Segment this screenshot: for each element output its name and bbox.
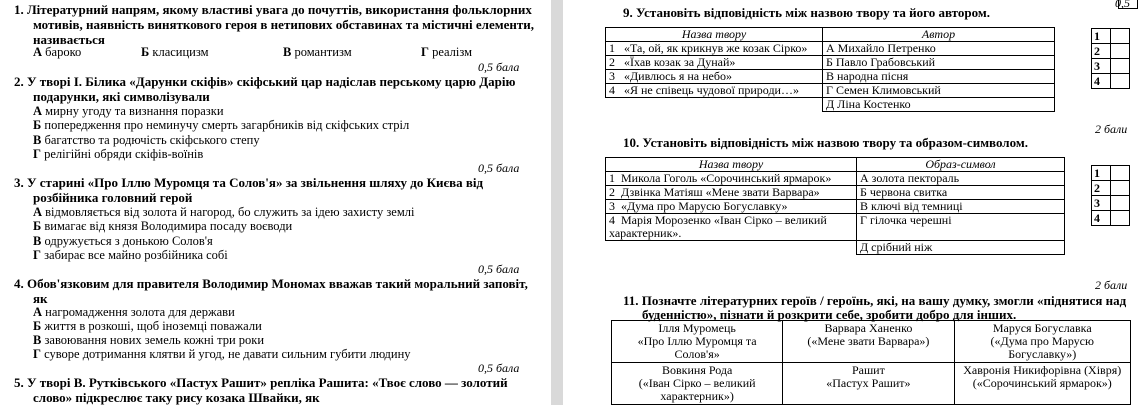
hero-cell[interactable]: Вовкиня Рода («Іван Сірко – великий характерник») [612, 363, 783, 405]
hero-cell[interactable]: Маруся Богуславка («Дума про Марусю Богуславку») [954, 321, 1130, 363]
q1-text1: Літературний напрям, якому властиві увага до почуттів, використання фольклорних [27, 2, 532, 17]
q1-number: 1. [14, 2, 24, 17]
q2-option-a[interactable]: А мирну угоду та визнання поразки [33, 104, 224, 118]
top-score: 0,5 [1115, 0, 1130, 10]
q4-option-d[interactable]: Г суворе дотримання клятви й угод, не давати сильним губити людину [33, 347, 411, 361]
right-page [563, 0, 1143, 405]
q3-option-a[interactable]: А відмовляється від золота й нагород, бо служить за ідею захисту землі [33, 205, 415, 219]
table-row: 3 «Дума про Марусю Богуславку» В ключі від темниці [606, 200, 1065, 214]
hero-cell[interactable]: Рашит «Пастух Рашит» [783, 363, 954, 405]
table-row: 2 «Їхав козак за Дунай» Б Павло Грабовський [606, 56, 1055, 70]
q11-heroes-table [611, 320, 1131, 405]
q1-option-a[interactable]: А бароко [33, 45, 82, 59]
q4-text-line-1: 4. Обов'язковим для правителя Володимир Мономах вважав такий моральний заповіт, [14, 276, 528, 291]
q2-option-c[interactable]: В багатство та родючість скіфського степу [33, 133, 260, 147]
q3-text-line-1: 3. У старині «Про Іллю Муромця та Солов'я» за звільнення шляху до Києва від [14, 175, 484, 190]
q1-text-line-2: мотивів, наявність виняткового героя в нетипових обставинах та містичні елементи, [33, 17, 534, 32]
left-page [0, 0, 551, 405]
q4-option-b[interactable]: Б життя в розкоші, щоб іноземці поважали [33, 319, 262, 333]
table-row: Д Ліна Костенко [606, 98, 1055, 112]
q4-option-a[interactable]: А нагромадження золота для держави [33, 305, 235, 319]
q1-text-line-1 [14, 2, 532, 17]
table-row [612, 321, 1131, 363]
q5-text-line-1: 5. У творі В. Рутківського «Пастух Рашит» репліка Рашита: «Твоє слово — золотий [14, 375, 508, 390]
q1-option-c[interactable]: В романтизм [283, 45, 352, 59]
table-row: 4 «Я не співець чудової природи…» Г Семен Климовський [606, 84, 1055, 98]
q2-text-line-1: 2. У творі І. Білика «Дарунки скіфів» скіфський цар надіслав перському царю Дарію [14, 74, 516, 89]
table-row: 1 «Та, ой, як крикнув же козак Сірко» А Михайло Петренко [606, 42, 1055, 56]
q3-text-line-2: розбійника головний герой [33, 190, 193, 205]
table-row: 2 Дзвінка Матіяш «Мене звати Варвара» Б червона свитка [606, 186, 1065, 200]
q9-header-author: Автор [823, 28, 1055, 42]
q3-option-d[interactable]: Г забирає все майно розбійника собі [33, 248, 228, 262]
q10-header-symbol: Образ-символ [857, 158, 1065, 172]
q10-score: 2 бали [1095, 278, 1128, 292]
q10-answer-boxes[interactable]: 1 2 3 4 [1091, 165, 1130, 226]
q3-option-c[interactable]: В одружується з донькою Солов'я [33, 234, 213, 248]
q9-header-work: Назва твору [606, 28, 823, 42]
q1-text-line-3: називається [33, 32, 105, 47]
q1-option-b[interactable]: Б класицизм [141, 45, 209, 59]
q3-score: 0,5 бала [478, 262, 520, 276]
q4-option-c[interactable]: В завоювання нових земель кожні три роки [33, 333, 265, 347]
table-row [612, 363, 1131, 405]
q2-score: 0,5 бала [478, 161, 520, 175]
q11-title-line-1: 11. Позначте літературних героїв / героїнь, які, на вашу думку, змогли «піднятися над [623, 293, 1127, 308]
table-row: 4 Марія Морозенко «Іван Сірко – великий характерник». Г гілочка черешні [606, 214, 1065, 241]
q1-score: 0,5 бала [478, 60, 520, 74]
hero-cell[interactable]: Ілля Муромець «Про Іллю Муромця та Солов'я» [612, 321, 783, 363]
q9-answer-boxes[interactable]: 1 2 3 4 [1091, 28, 1130, 89]
q9-title: 9. Установіть відповідність між назвою твору та його автором. [623, 5, 990, 20]
q10-header-work: Назва твору [606, 158, 857, 172]
q4-score: 0,5 бала [478, 361, 520, 375]
q2-option-b[interactable]: Б попередження про неминучу смерть загарбників від скіфських стріл [33, 118, 410, 132]
table-row: 3 «Дивлюсь я на небо» В народна пісня [606, 70, 1055, 84]
q9-table [605, 27, 1055, 112]
top-score-box [1118, 0, 1138, 9]
hero-cell[interactable]: Варвара Ханенко («Мене звати Варвара») [783, 321, 954, 363]
q10-title: 10. Установіть відповідність між назвою твору та образом-символом. [623, 135, 1028, 150]
q10-table [605, 157, 1065, 255]
q11-title-line-2: буденністю», пізнати й розкрити себе, зробити добро для інших. [642, 307, 1017, 322]
q3-option-b[interactable]: Б вимагає від князя Володимира посаду воєводи [33, 219, 293, 233]
table-row: 1 Микола Гоголь «Сорочинський ярмарок» А золота пектораль [606, 172, 1065, 186]
q5-text-line-2: слово» підкреслює таку рису козака Швайки, як [33, 390, 320, 405]
q1-option-d[interactable]: Г реалізм [421, 45, 473, 59]
q4-text-line-2: як [33, 291, 48, 306]
hero-cell[interactable]: Хавронія Никифорівна (Хівря) («Сорочинський ярмарок») [954, 363, 1130, 405]
q2-option-d[interactable]: Г релігійні обряди скіфів-воїнів [33, 147, 204, 161]
q9-score: 2 бали [1095, 122, 1128, 136]
q2-text-line-2: подарунки, які символізували [33, 89, 210, 104]
table-row: Д срібний ніж [606, 241, 1065, 255]
